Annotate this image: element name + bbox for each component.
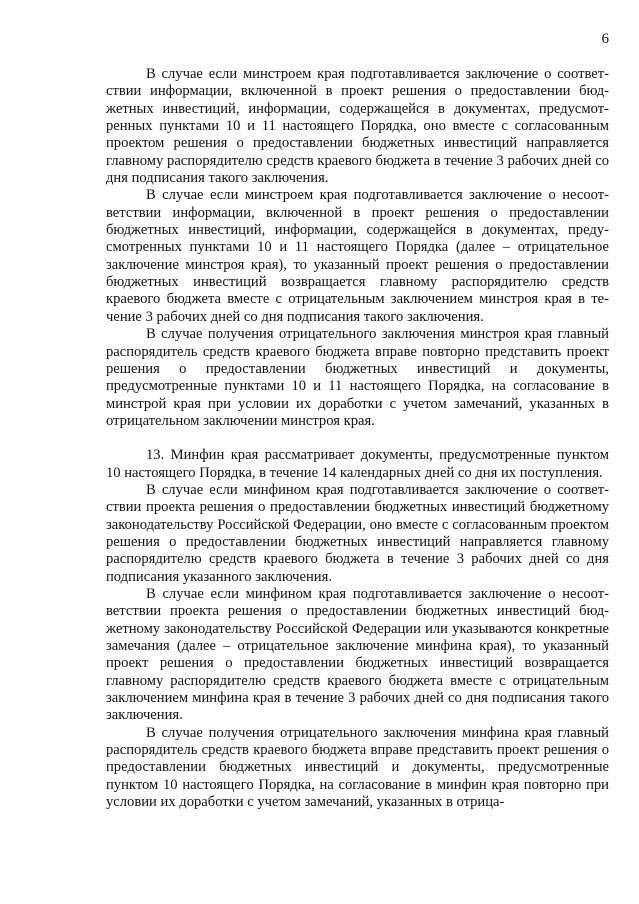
document-body [106, 66, 609, 811]
paragraph-resubmission-minstroy: В случае получения отрицательного заключения минстроя края главный распорядитель средств краевого бюджета вправе повторно представить проект решения о предоставлении бюджетных инвестиций и документы, предусмотренные пунктами 10 и 11 настоящего Порядка, на согласование в минстрой края при условии их доработки с учетом замечаний, указанных в отрицательном заключении минстроя края. [106, 326, 609, 429]
paragraph-negative-conclusion-minstroy: В случае если минстроем края подготавливается заключение о несоответствии информации, включенной в проект решения о предоставлении бюджетных инвестиций, информации, содержащейся в документах, предусмотренных пунктами 10 и 11 настоящего Порядка (далее – отрицательное заключение минстроя края), то указанный проект решения о предоставлении бюджетных инвестиций возвращается главному распорядителю средств краевого бюджета вместе с отрицательным заключением минстроя края в течение 3 рабочих дней со дня подписания такого заключения. [106, 187, 609, 325]
paragraph-gap [106, 430, 609, 447]
paragraph-item-13: 13. Минфин края рассматривает документы, предусмотренные пунктом 10 настоящего Порядка, в течение 14 календарных дней со дня их поступления. [106, 447, 609, 481]
paragraph-positive-conclusion-minfin: В случае если минфином края подготавливается заключение о соответствии проекта решения о предоставлении бюджетных инвестиций бюджетному законодательству Российской Федерации, оно вместе с согласованным проектом решения о предоставлении бюджетных инвестиций направляется главному распорядителю средств краевого бюджета в течение 3 рабочих дней со дня подписания указанного заключения. [106, 481, 609, 585]
paragraph-resubmission-minfin: В случае получения отрицательного заключения минфина края главный распорядитель средств краевого бюджета вправе представить проект решения о предоставлении бюджетных инвестиций и документы, предусмотренные пунктом 10 настоящего Порядка, на согласование в минфин края повторно при условии их доработки с учетом замечаний, указанных в отрица- [106, 724, 609, 811]
paragraph-positive-conclusion-minstroy: В случае если минстроем края подготавливается заключение о соответствии информации, включенной в проект решения о предоставлении бюджетных инвестиций, информации, содержащейся в документах, предусмотренных пунктами 10 и 11 настоящего Порядка, оно вместе с согласованным проектом решения о предоставлении бюджетных инвестиций направляется главному распорядителю средств краевого бюджета в течение 3 рабочих дней со дня подписания такого заключения. [106, 66, 609, 187]
page-number: 6 [601, 31, 609, 47]
paragraph-negative-conclusion-minfin: В случае если минфином края подготавливается заключение о несоответствии проекта решения о предоставлении бюджетных инвестиций бюджетному законодательству Российской Федерации или указываются конкретные замечания (далее – отрицательное заключение минфина края), то указанный проект решения о предоставлении бюджетных инвестиций возвращается главному распорядителю средств краевого бюджета вместе с отрицательным заключением минфина края в течение 3 рабочих дней со дня подписания такого заключения. [106, 585, 609, 724]
